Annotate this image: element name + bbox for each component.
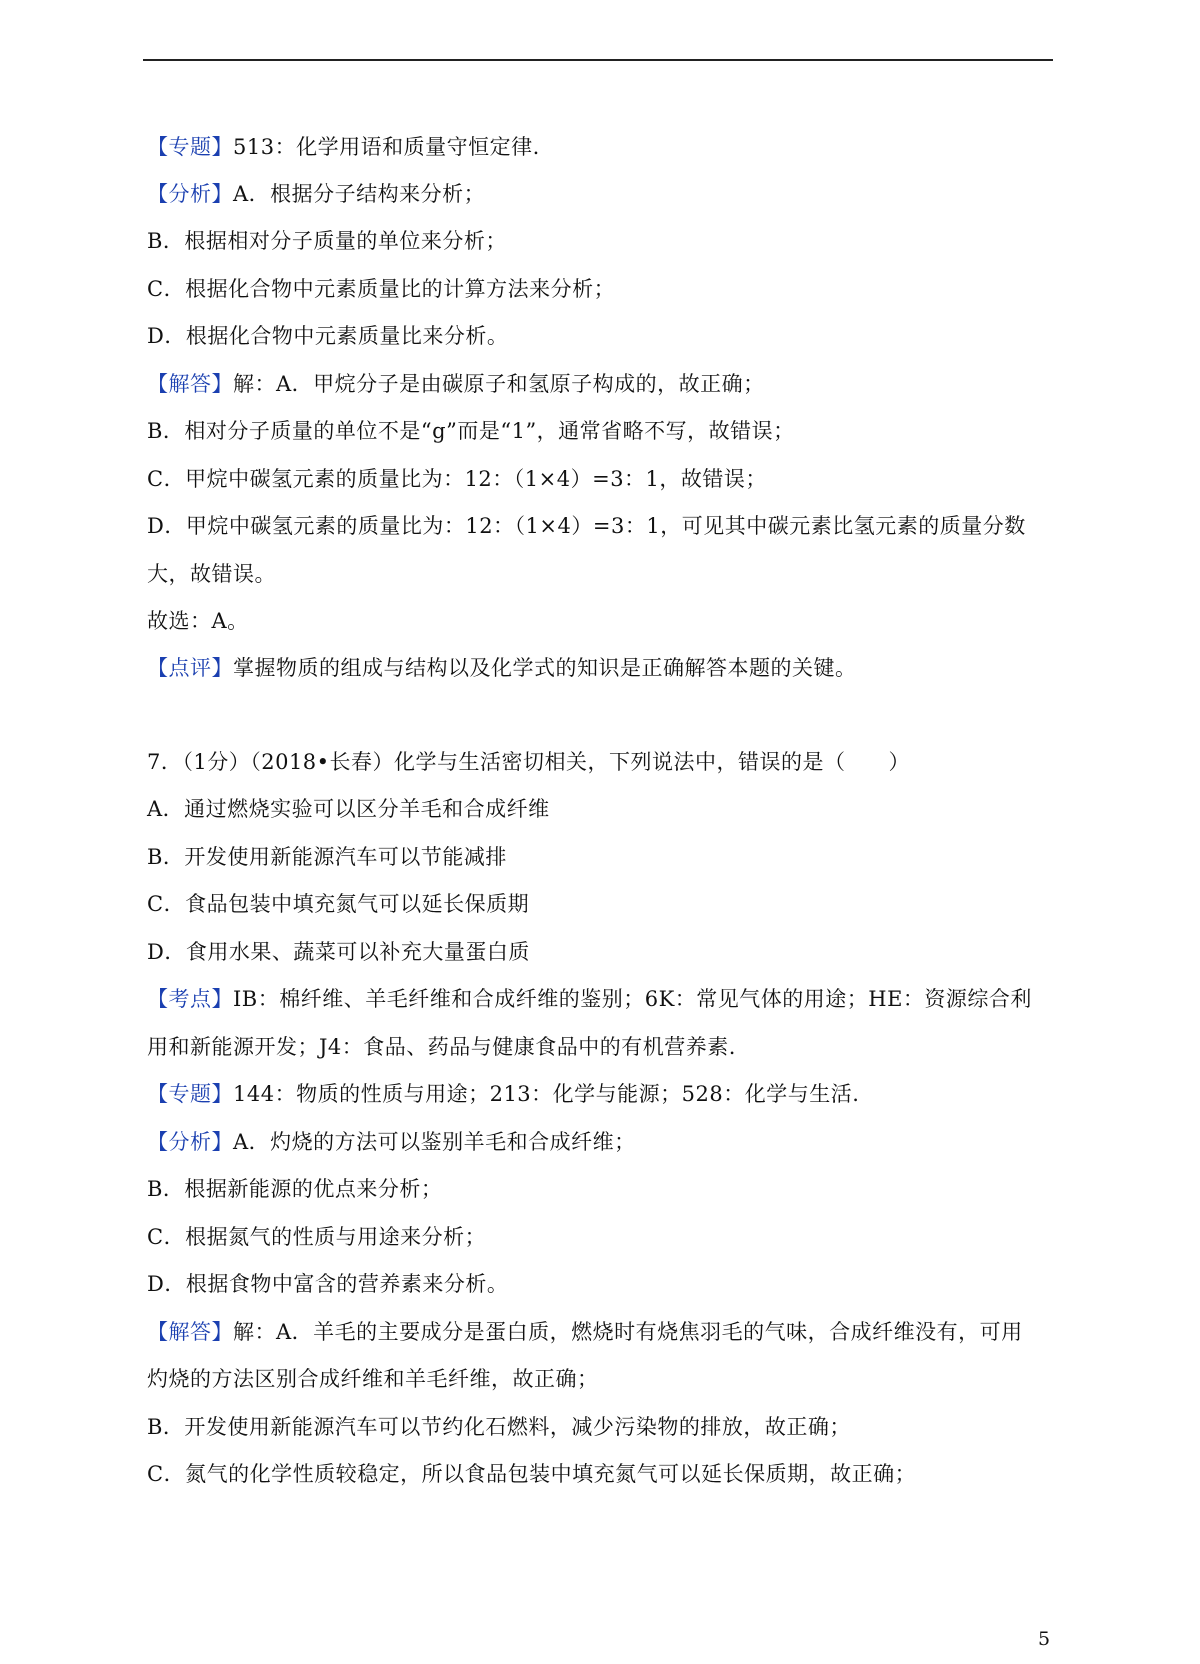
section-tag: 【专题】 <box>147 135 233 159</box>
text-line <box>147 979 1052 1019</box>
text-line <box>147 1359 1052 1399</box>
text-line <box>147 1312 1052 1352</box>
option-line <box>147 789 1052 829</box>
line-text: 故选：A。 <box>147 609 249 633</box>
line-text: C．氮气的化学性质较稳定，所以食品包装中填充氮气可以延长保质期，故正确； <box>147 1462 917 1486</box>
line-text: A．通过燃烧实验可以区分羊毛和合成纤维 <box>147 797 550 821</box>
line-text: D．甲烷中碳氢元素的质量比为：12：（1×4）=3：1，可见其中碳元素比氢元素的质量分数 <box>147 514 1026 538</box>
text-line <box>147 601 1052 641</box>
line-text: C．甲烷中碳氢元素的质量比为：12：（1×4）=3：1，故错误； <box>147 467 767 491</box>
text-line <box>147 411 1052 451</box>
text-line <box>147 1122 1052 1162</box>
line-text: B．根据相对分子质量的单位来分析； <box>147 229 507 253</box>
text-line <box>147 221 1052 261</box>
text-line <box>147 1454 1052 1494</box>
option-line <box>147 884 1052 924</box>
line-text: A．灼烧的方法可以鉴别羊毛和合成纤维； <box>233 1130 636 1154</box>
question-title <box>147 742 1052 782</box>
text-line <box>147 648 1052 688</box>
section-tag: 【解答】 <box>147 1320 233 1344</box>
text-line <box>147 506 1052 546</box>
section-tag: 【分析】 <box>147 182 233 206</box>
text-line <box>147 1169 1052 1209</box>
line-text: C．食品包装中填充氮气可以延长保质期 <box>147 892 530 916</box>
text-line <box>147 1217 1052 1257</box>
section-tag: 【考点】 <box>147 987 233 1011</box>
option-line <box>147 932 1052 972</box>
line-text: 7．（1分）（2018•长春）化学与生活密切相关，下列说法中，错误的是（ ） <box>147 750 911 774</box>
text-line <box>147 1074 1052 1114</box>
line-text: C．根据化合物中元素质量比的计算方法来分析； <box>147 277 616 301</box>
line-text: 灼烧的方法区别合成纤维和羊毛纤维，故正确； <box>147 1367 599 1391</box>
text-line <box>147 1027 1052 1067</box>
text-line <box>147 316 1052 356</box>
line-text: 解：A．羊毛的主要成分是蛋白质，燃烧时有烧焦羽毛的气味，合成纤维没有，可用 <box>233 1320 1023 1344</box>
line-text: B．相对分子质量的单位不是“g”而是“1”，通常省略不写，故错误； <box>147 419 795 443</box>
text-line <box>147 174 1052 214</box>
text-line <box>147 127 1052 167</box>
text-line <box>147 364 1052 404</box>
text-line <box>147 1407 1052 1447</box>
line-text: 掌握物质的组成与结构以及化学式的知识是正确解答本题的关键。 <box>233 656 857 680</box>
line-text: 大，故错误。 <box>147 562 276 586</box>
section-tag: 【点评】 <box>147 656 233 680</box>
header-rule <box>143 59 1053 61</box>
line-text: 513：化学用语和质量守恒定律. <box>233 135 540 159</box>
section-tag: 【解答】 <box>147 372 233 396</box>
text-line <box>147 1264 1052 1304</box>
line-text: 144：物质的性质与用途；213：化学与能源；528：化学与生活. <box>233 1082 860 1106</box>
text-line <box>147 459 1052 499</box>
line-text: D．根据食物中富含的营养素来分析。 <box>147 1272 509 1296</box>
line-text: C．根据氮气的性质与用途来分析； <box>147 1225 487 1249</box>
line-text: B．开发使用新能源汽车可以节约化石燃料，减少污染物的排放，故正确； <box>147 1415 851 1439</box>
line-text: 解：A．甲烷分子是由碳原子和氢原子构成的，故正确； <box>233 372 765 396</box>
line-text: B．根据新能源的优点来分析； <box>147 1177 443 1201</box>
section-tag: 【分析】 <box>147 1130 233 1154</box>
option-line <box>147 837 1052 877</box>
section-tag: 【专题】 <box>147 1082 233 1106</box>
line-text: IB：棉纤维、羊毛纤维和合成纤维的鉴别；6K：常见气体的用途；HE：资源综合利 <box>233 987 1032 1011</box>
text-line <box>147 269 1052 309</box>
line-text: D．食用水果、蔬菜可以补充大量蛋白质 <box>147 940 530 964</box>
page-number: 5 <box>1038 1628 1051 1650</box>
text-line <box>147 554 1052 594</box>
line-text: 用和新能源开发；J4：食品、药品与健康食品中的有机营养素. <box>147 1035 736 1059</box>
line-text: A．根据分子结构来分析； <box>233 182 486 206</box>
line-text: D．根据化合物中元素质量比来分析。 <box>147 324 509 348</box>
line-text: B．开发使用新能源汽车可以节能减排 <box>147 845 507 869</box>
